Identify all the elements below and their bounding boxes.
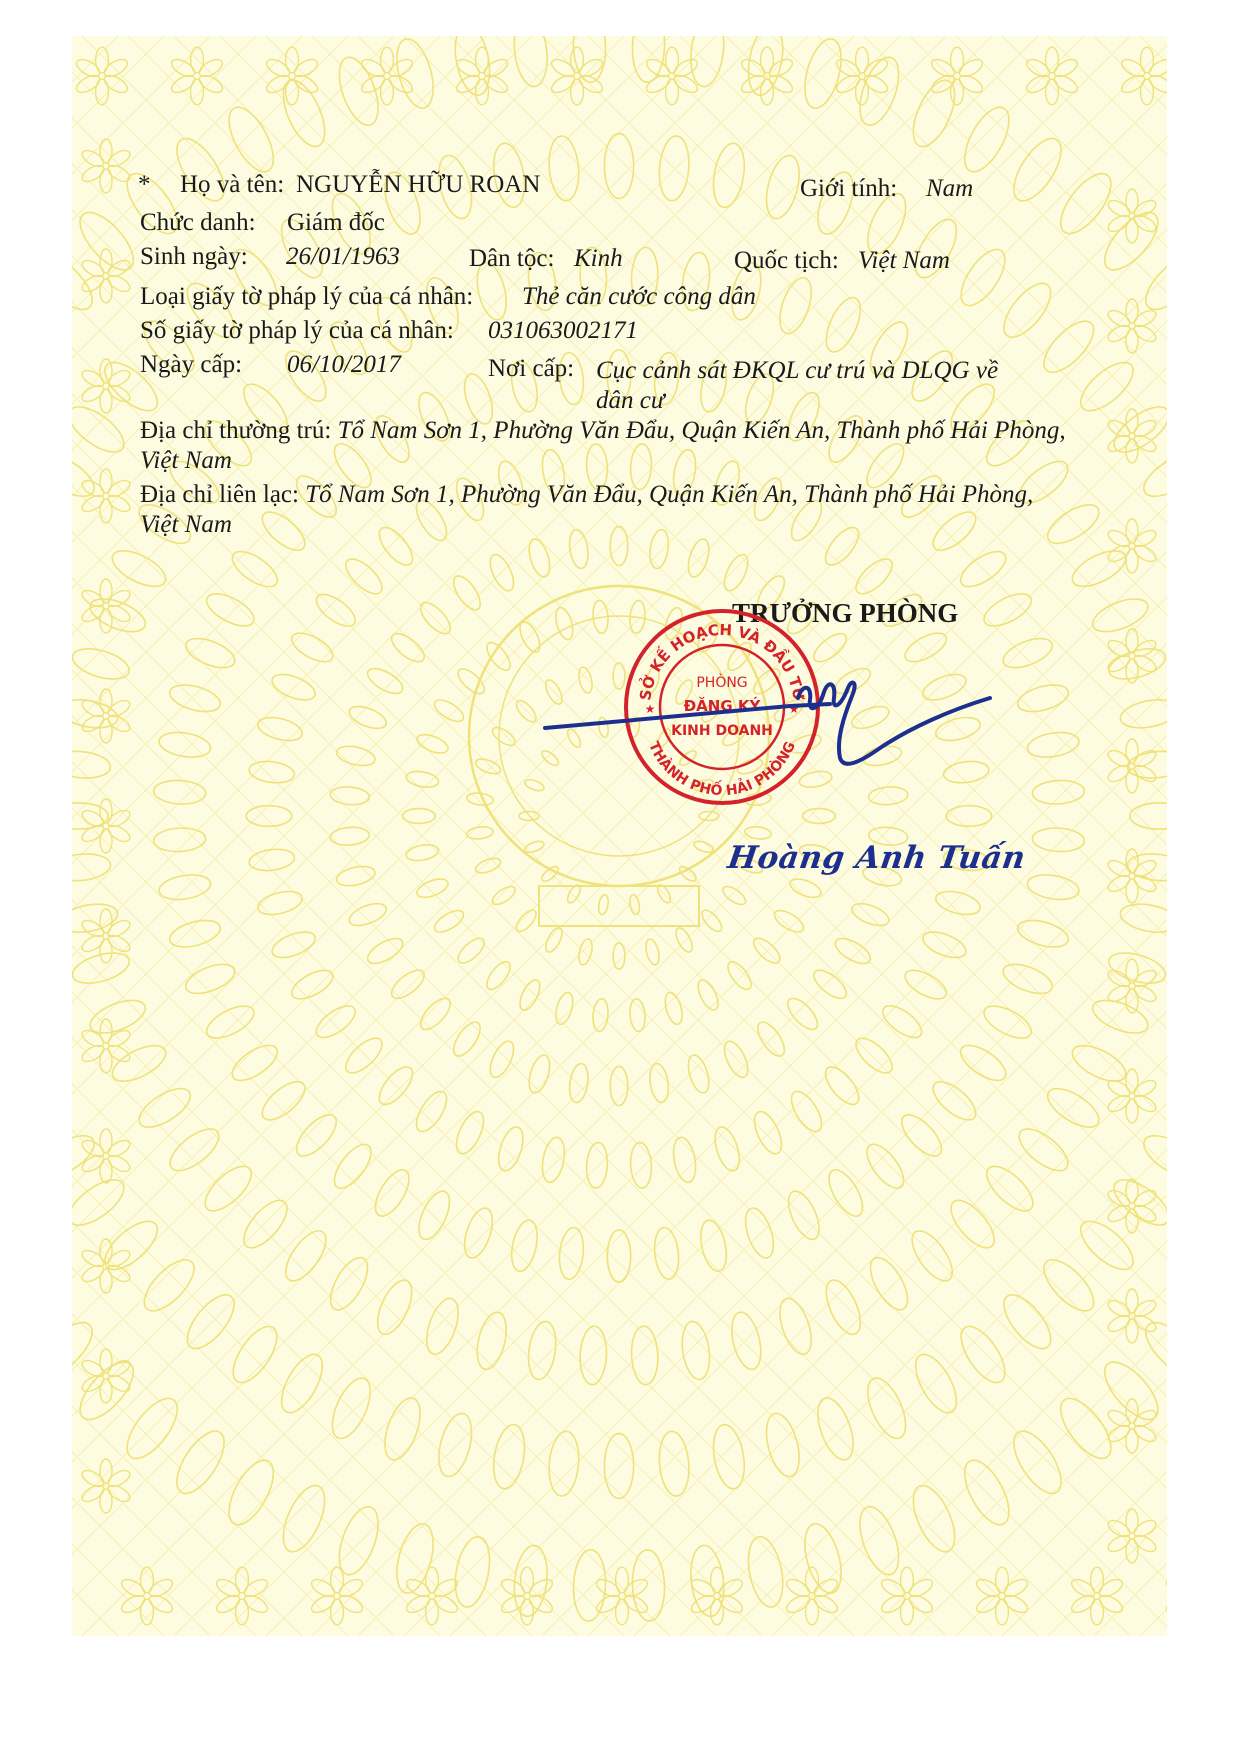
seal-outer-top-text: SỞ KẾ HOẠCH VÀ ĐẦU TƯ (636, 620, 808, 702)
title-value: Giám đốc (287, 209, 385, 236)
issue-date-label: Ngày cấp: (140, 351, 243, 378)
contact-address-label: Địa chỉ liên lạc: (140, 481, 299, 508)
name-label: Họ và tên: (180, 171, 285, 198)
signer-title: TRƯỞNG PHÒNG (732, 598, 959, 628)
permanent-address (140, 416, 1070, 476)
bullet-mark: * (138, 171, 151, 198)
seal-line-1: PHÒNG (696, 675, 748, 691)
nationality-value: Việt Nam (858, 247, 950, 274)
dob-label: Sinh ngày: (140, 243, 248, 270)
signer-name: Hoàng Anh Tuấn (725, 840, 1028, 876)
issue-place-label: Nơi cấp: (488, 355, 575, 382)
gender-label: Giới tính: (800, 175, 898, 202)
seal-line-3: KINH DOANH (671, 723, 773, 739)
title-label: Chức danh: (140, 209, 256, 236)
seal-star-right: ★ (788, 702, 800, 716)
doc-number-value: 031063002171 (488, 317, 638, 344)
issue-date-value: 06/10/2017 (287, 351, 401, 378)
issue-place-value: Cục cảnh sát ĐKQL cư trú và DLQG về dân cư (596, 357, 999, 414)
seal-outer-bottom-text: THÀNH PHỐ HẢI PHÒNG (645, 739, 799, 800)
permanent-address-label: Địa chỉ thường trú: (140, 417, 332, 444)
ethnic-value: Kinh (574, 245, 623, 272)
gender-value: Nam (926, 175, 974, 202)
contact-address (140, 480, 1040, 540)
seal-star-left: ★ (644, 702, 656, 716)
name-value: NGUYỄN HỮU ROAN (296, 171, 541, 198)
seal-line-2: ĐĂNG KÝ (683, 697, 761, 715)
contact-address-value: Tổ Nam Sơn 1, Phường Văn Đẩu, Quận Kiến An, Thành phố Hải Phòng, Việt Nam (140, 481, 1034, 538)
doc-type-value: Thẻ căn cước công dân (522, 283, 756, 310)
nationality-label: Quốc tịch: (734, 247, 839, 274)
doc-number-label: Số giấy tờ pháp lý của cá nhân: (140, 317, 454, 344)
doc-type-label: Loại giấy tờ pháp lý của cá nhân: (140, 283, 474, 310)
dob-value: 26/01/1963 (286, 243, 400, 270)
ethnic-label: Dân tộc: (469, 245, 555, 272)
handwritten-signature (540, 670, 1000, 790)
permanent-address-value: Tổ Nam Sơn 1, Phường Văn Đẩu, Quận Kiến An, Thành phố Hải Phòng, Việt Nam (140, 417, 1066, 474)
